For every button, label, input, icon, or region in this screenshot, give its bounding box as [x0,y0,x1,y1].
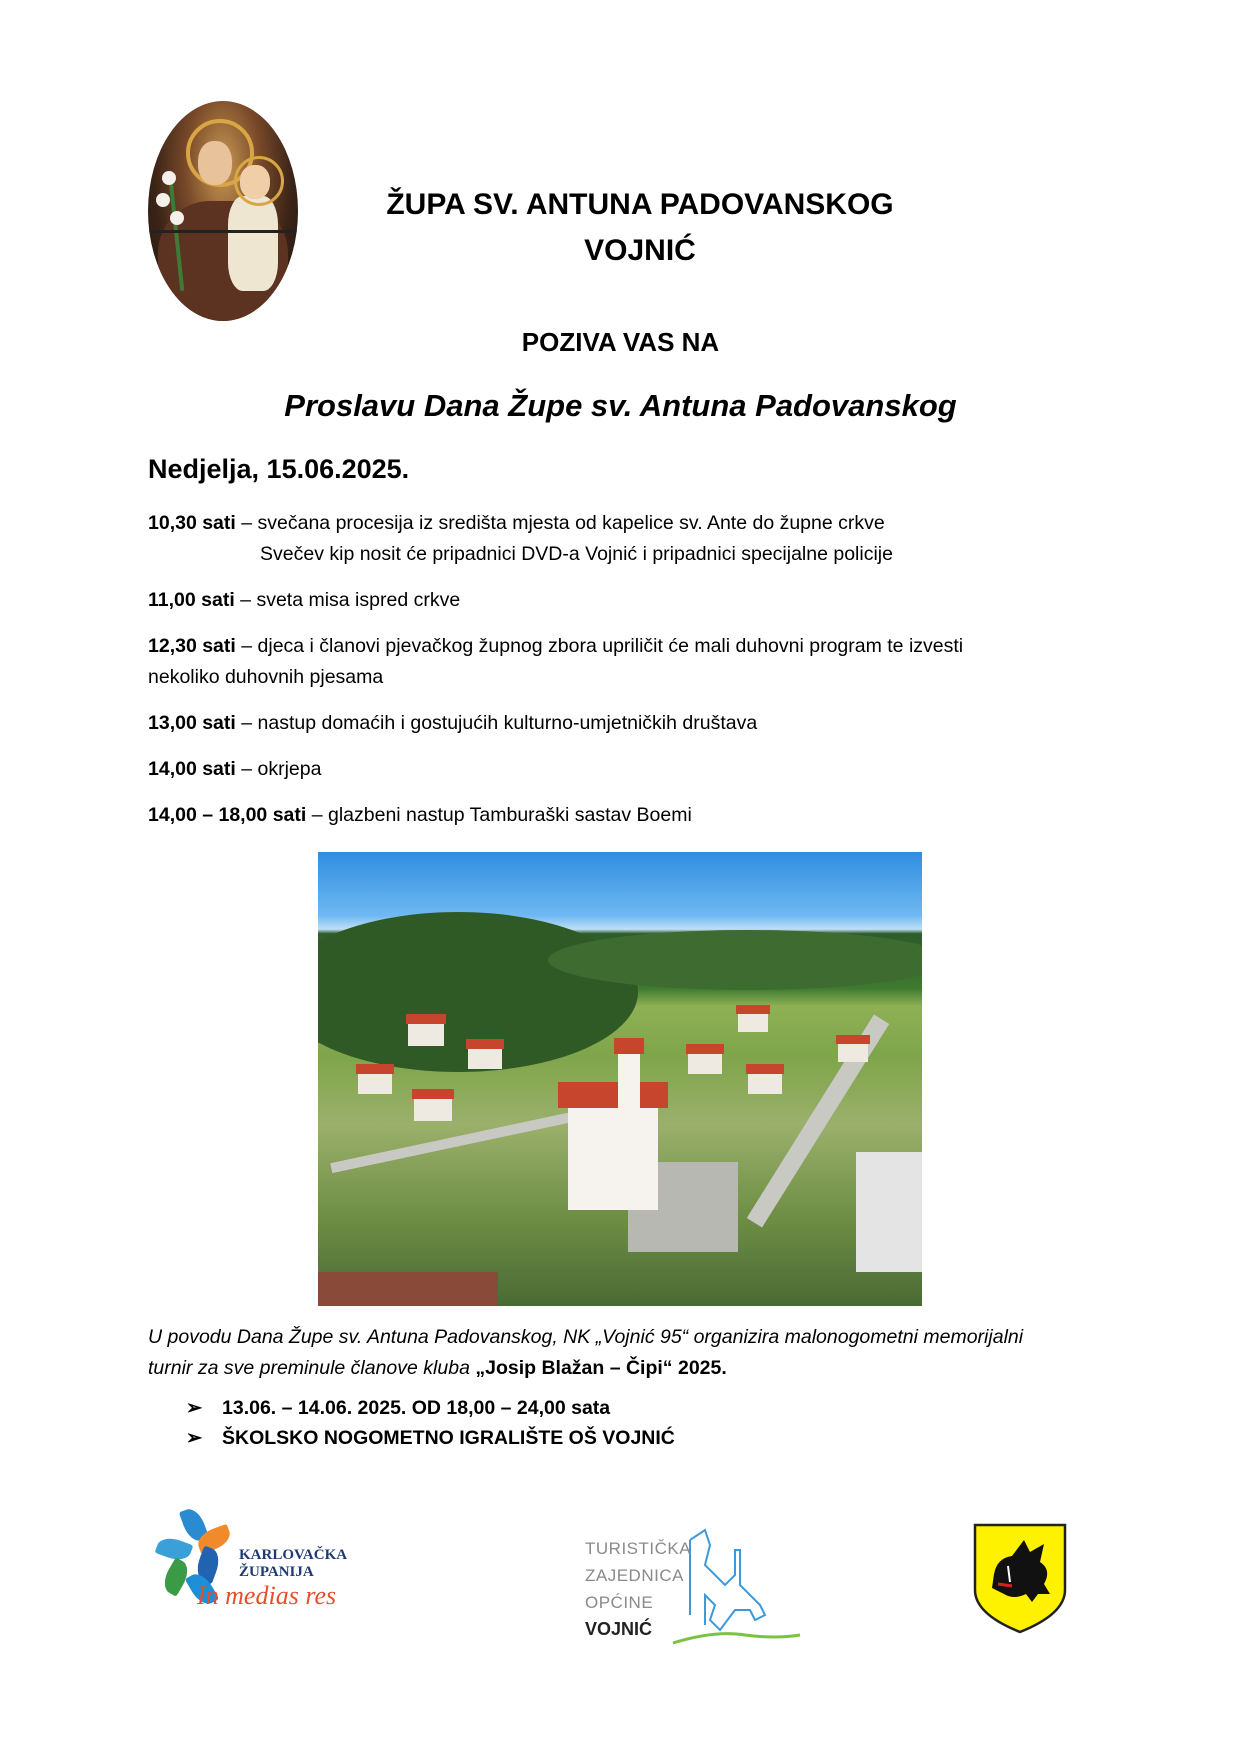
aerial-photo [318,852,922,1306]
saint-anthony-image [148,101,298,321]
schedule-time: 13,00 sati [148,712,236,734]
schedule-item: 11,00 sati – sveta misa ispred crkve [148,589,461,611]
schedule-item: 10,30 sati – svečana procesija iz središta mjesta od kapelice sv. Ante do župne crkve Svečev kip nosit će pripadnici DVD-a Vojnić i pripadnici specijalne policije [148,508,1098,570]
parish-location: VOJNIĆ [584,234,696,267]
schedule-item: 14,00 sati – okrjepa [148,758,322,780]
invite-heading: POZIVA VAS NA [521,327,720,357]
tournament-line2: turnir za sve preminule članove kluba „Josip Blažan – Čipi“ 2025. [148,1357,727,1379]
kz-name: KARLOVAČKA ŽUPANIJA [239,1547,348,1580]
schedule-extra: Svečev kip nosit će pripadnici DVD-a Vojnić i pripadnici specijalne policije [260,543,893,565]
arrow-bullet-icon: ➢ [186,1397,203,1419]
schedule [148,508,1098,831]
schedule-item: 14,00 – 18,00 sati – glazbeni nastup Tamburaški sastav Boemi [148,804,692,826]
schedule-text: nastup domaćih i gostujućih kulturno-umjetničkih društava [257,712,758,734]
schedule-text: djeca i članovi pjevačkog župnog zbora upriličit će mali duhovni program te izvesti [257,635,964,657]
schedule-text-cont: nekoliko duhovnih pjesama [148,666,384,688]
coat-of-arms-icon [972,1522,1068,1634]
arrow-bullet-icon: ➢ [186,1427,203,1449]
bullet-item: ➢ ŠKOLSKO NOGOMETNO IGRALIŠTE OŠ VOJNIĆ [186,1423,1086,1453]
schedule-text: okrjepa [257,758,322,780]
kz-slogan: In medias res [197,1581,337,1610]
tournament-name: „Josip Blažan – Čipi“ 2025. [475,1357,727,1379]
schedule-time: 10,30 sati [148,512,236,534]
tz-vojnic-logo [585,1525,815,1650]
tournament-details [186,1393,1086,1453]
schedule-item: 12,30 sati – djeca i članovi pjevačkog župnog zbora upriličit će mali duhovni program te izvesti nekoliko duhovnih pjesama [148,631,1098,693]
event-title: Proslavu Dana Župe sv. Antuna Padovanskog [284,388,957,423]
schedule-text: glazbeni nastup Tamburaški sastav Boemi [327,804,692,826]
tz-vojnic: VOJNIĆ [585,1619,653,1639]
karlovacka-zupanija-logo [155,1515,355,1615]
schedule-time: 14,00 – 18,00 sati [148,804,307,826]
bullet-item: ➢ 13.06. – 14.06. 2025. OD 18,00 – 24,00 sata [186,1393,1086,1423]
parish-title: ŽUPA SV. ANTUNA PADOVANSKOG [386,188,894,221]
schedule-time: 14,00 sati [148,758,236,780]
event-date: Nedjelja, 15.06.2025. [148,454,410,484]
schedule-text: sveta misa ispred crkve [256,589,461,611]
knight-outline-icon [665,1525,815,1650]
schedule-item: 13,00 sati – nastup domaćih i gostujućih kulturno-umjetničkih društava [148,712,758,734]
tournament-note [148,1322,1108,1384]
tournament-line1: U povodu Dana Župe sv. Antuna Padovanskog, NK „Vojnić 95“ organizira malonogometni memorijalni [148,1326,1024,1348]
schedule-time: 11,00 sati [148,589,235,611]
tz-name: TURISTIČKA ZAJEDNICA OPĆINE [585,1539,692,1612]
schedule-text: svečana procesija iz središta mjesta od kapelice sv. Ante do župne crkve [257,512,885,534]
schedule-time: 12,30 sati [148,635,236,657]
